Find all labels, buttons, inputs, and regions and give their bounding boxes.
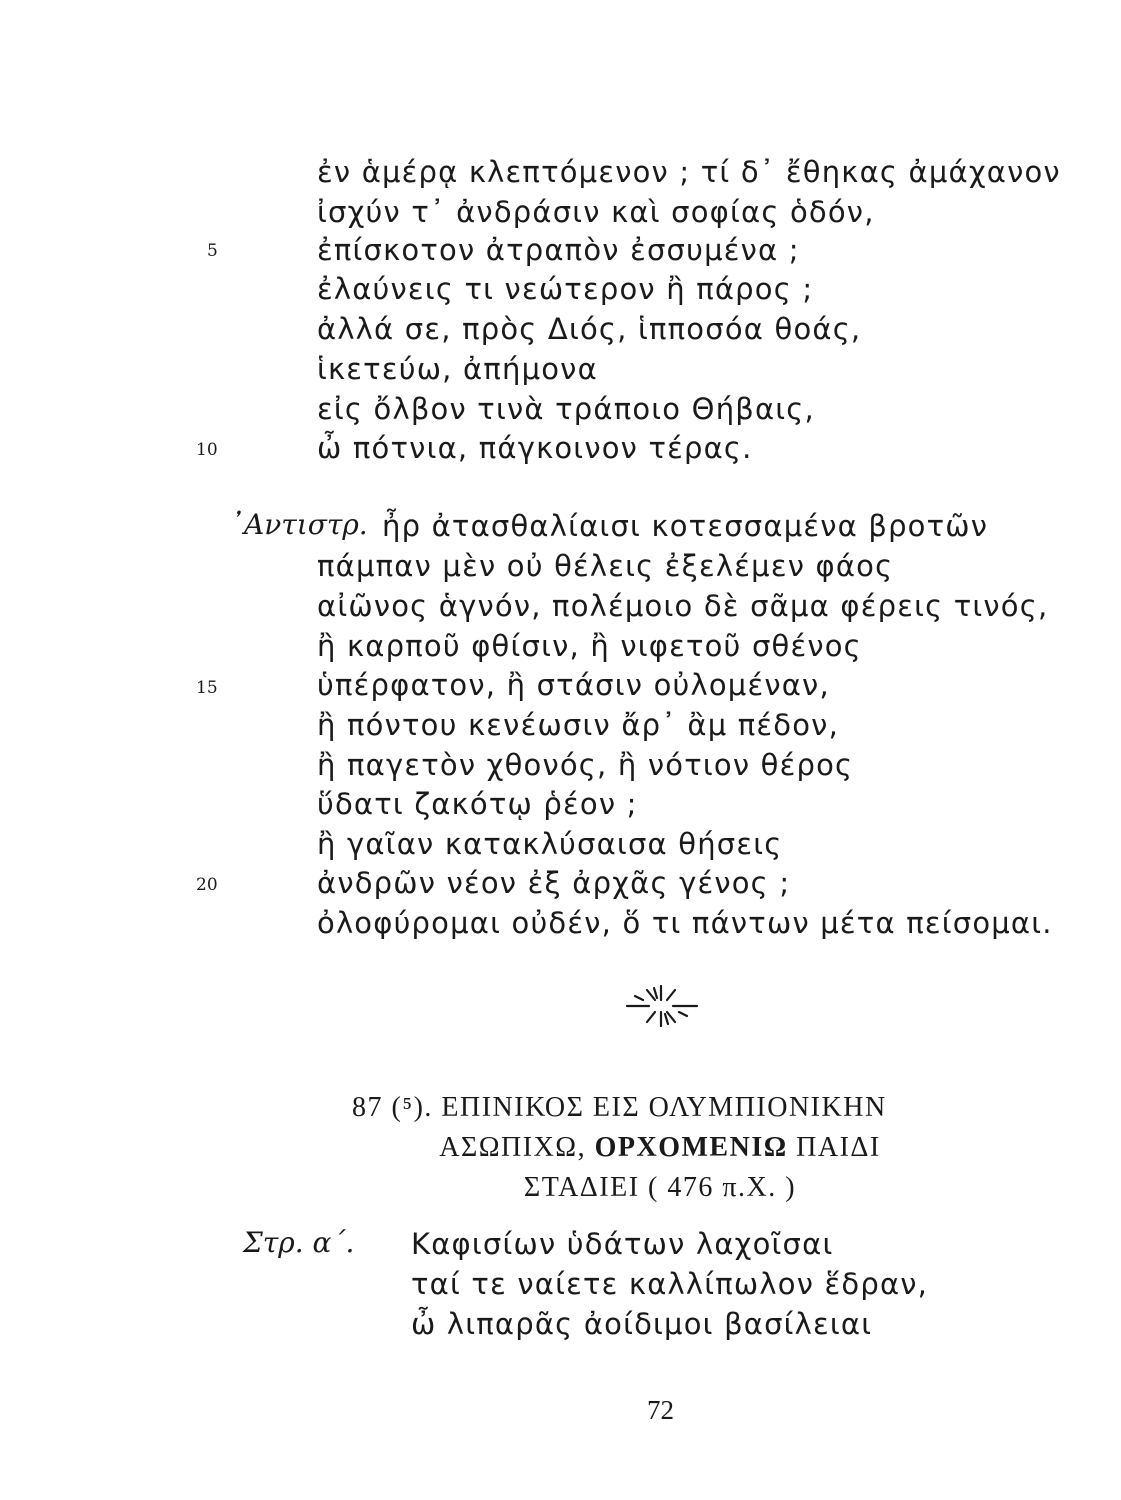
verse-line: ὦ πότνια, πάγκοινον τέρας. (317, 431, 753, 465)
verse-line: ὕδατι ζακότῳ ῥέον ; (317, 787, 638, 821)
verse-line: ἢ καρποῦ φθίσιν, ἢ νιφετοῦ σθένος (317, 629, 862, 663)
verse-line: εἰς ὄλβον τινὰ τράποιο Θήβαις, (317, 392, 815, 426)
verse-line: ἐλαύνεις τι νεώτερον ἢ πάρος ; (317, 272, 814, 306)
verse-line: ὑπέρφατον, ἢ στάσιν οὐλομέναν, (317, 668, 830, 702)
ode-title-category: ΠΑΙΔΙ (796, 1132, 881, 1163)
verse-line: ἢ γαῖαν κατακλύσαισα θήσεις (317, 827, 783, 861)
ode-title-line-1: 87 (⁵). ΕΠΙΝΙΚΟΣ ΕΙΣ ΟΛΥΜΠΙΟΝΙΚΗΝ (352, 1092, 887, 1123)
verse-line: ἀνδρῶν νέον ἐξ ἀρχᾶς γένος ; (317, 866, 791, 900)
line-number: 10 (196, 440, 218, 460)
verse-line: πάμπαν μὲν οὐ θέλεις ἐξελέμεν φάος (317, 549, 894, 583)
verse-line: ἱκετεύω, ἀπήμονα (317, 352, 598, 386)
page-number: 72 (647, 1395, 674, 1425)
verse-line: ὦ λιπαρᾶς ἀοίδιμοι βασίλειαι (411, 1307, 873, 1341)
verse-line: ἀλλά σε, πρὸς Διός, ἱπποσόα θοάς, (317, 312, 862, 346)
line-number: 5 (207, 241, 218, 261)
verse-line: ἐν ἁμέρᾳ κλεπτόμενον ; τί δ᾽ ἔθηκας ἀμάχανον (317, 155, 1061, 189)
verse-line: ἐπίσκοτον ἀτραπὸν ἐσσυμένα ; (317, 233, 800, 267)
verse-line: ταί τε ναίετε καλλίπωλον ἕδραν, (411, 1267, 929, 1301)
verse-line: ἢ πόντου κενέωσιν ἄρ᾽ ἂμ πέδον, (317, 708, 840, 742)
star-burst-ornament-icon (621, 982, 701, 1030)
verse-line: ἰσχύν τ᾽ ἀνδράσιν καὶ σοφίας ὁδόν, (317, 195, 875, 229)
verse-line: Καφισίων ὑδάτων λαχοῖσαι (411, 1227, 834, 1261)
ode-title-name: ΑΣΩΠΙΧΩ, (439, 1132, 587, 1163)
line-number: 20 (196, 875, 218, 895)
verse-line: ἢ παγετὸν χθονός, ἢ νότιον θέρος (317, 748, 854, 782)
ode-title-line-2 (300, 1134, 1020, 1162)
antistrophe-label: ᾿Αντιστρ. (230, 508, 368, 541)
verse-line: ὀλοφύρομαι οὐδέν, ὅ τι πάντων μέτα πείσομαι. (317, 906, 1053, 940)
ode-title-city: ΟΡΧΟΜΕΝΙΩ (594, 1132, 788, 1163)
strophe-a-label: Στρ. α΄. (243, 1226, 355, 1259)
line-number: 15 (196, 678, 218, 698)
verse-line: αἰῶνος ἁγνόν, πολέμοιο δὲ σᾶμα φέρεις τινός, (317, 589, 1049, 623)
ode-title-line-3: ΣΤΑΔΙΕΙ ( 476 π.Χ. ) (523, 1172, 797, 1203)
verse-line: ἦρ ἀτασθαλίαισι κοτεσσαμένα βροτῶν (382, 509, 989, 543)
